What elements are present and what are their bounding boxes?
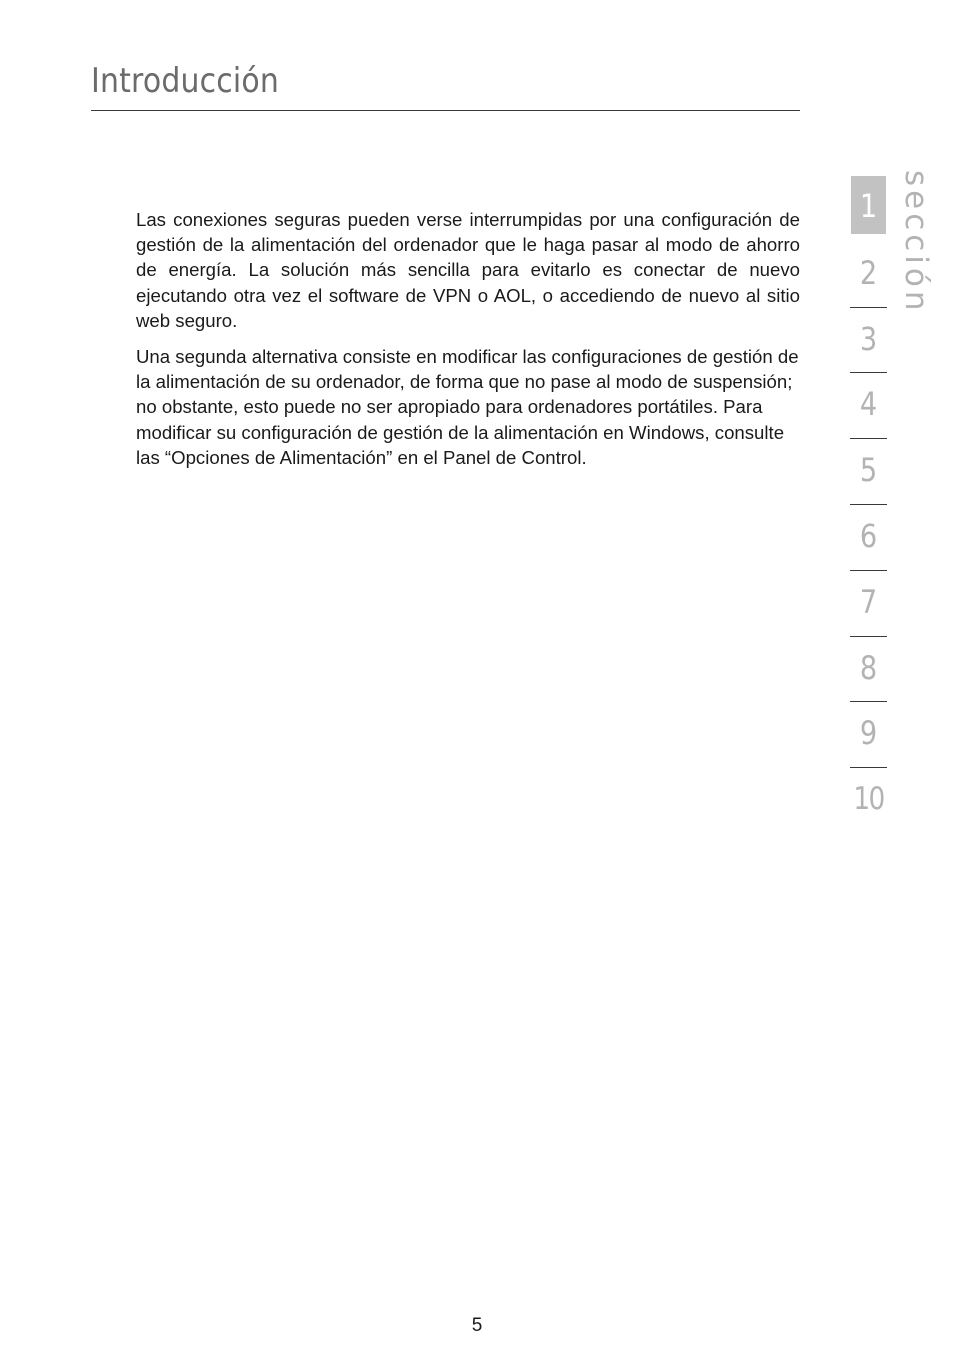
section-nav-item-6[interactable] [850, 505, 887, 571]
section-label-text: sección [898, 170, 934, 315]
section-nav-item-7[interactable] [850, 571, 887, 637]
section-nav-item-2[interactable] [850, 242, 887, 308]
section-nav-item-1[interactable] [850, 176, 887, 242]
body-text [136, 207, 800, 481]
section-nav-item-4[interactable] [850, 373, 887, 439]
paragraph-2: Una segunda alternativa consiste en modificar las configuraciones de gestión de la alimentación de su ordenador, de forma que no pase al modo de suspensión; no obstante, esto puede no ser apropiado para ordenadores portátiles. Para modificar su configuración de gestión de la alimentación en Windows, consulte las “Opciones de Alimentación” en el Panel de Control. [136, 346, 799, 468]
section-nav [850, 176, 887, 834]
section-number: 8 [859, 648, 878, 687]
section-number: 7 [859, 582, 878, 621]
page-header [91, 58, 800, 111]
section-number: 4 [859, 385, 878, 424]
section-number: 2 [859, 253, 878, 292]
section-number: 6 [859, 516, 878, 555]
section-number: 1 [859, 187, 878, 225]
section-nav-item-5[interactable] [850, 439, 887, 505]
section-number: 9 [859, 714, 878, 753]
section-nav-item-3[interactable] [850, 308, 887, 374]
section-nav-item-8[interactable] [850, 637, 887, 703]
section-nav-item-9[interactable] [850, 702, 887, 768]
page-number: 5 [471, 1315, 483, 1336]
page-title: Introducción [91, 61, 280, 101]
section-label [898, 170, 934, 315]
section-number: 5 [859, 451, 878, 490]
section-nav-item-10[interactable] [850, 768, 887, 834]
section-number: 3 [859, 319, 878, 358]
section-number: 10 [853, 781, 884, 818]
paragraph-1: Las conexiones seguras pueden verse interrumpidas por una configuración de gestión de la alimentación del ordenador que le haga pasar al modo de ahorro de energía. La solución más sencilla para evitarlo es conectar de nuevo ejecutando otra vez el software de VPN o AOL, o accediendo de nuevo al sitio web seguro. [136, 209, 800, 331]
